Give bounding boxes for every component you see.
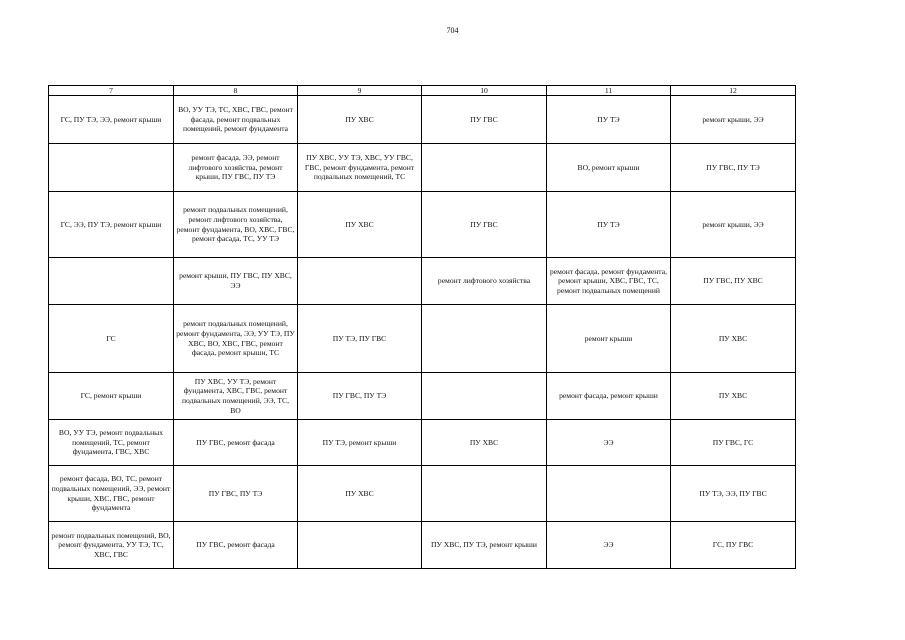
table-cell: ремонт подвальных помещений, ремонт лифтового хозяйства, ремонт фундамента, ВО, ХВС, ГВС, ремонт фасада, ТС, УУ ТЭ	[174, 192, 298, 258]
column-header: 11	[547, 86, 671, 96]
table-cell	[422, 466, 547, 522]
table-row	[49, 420, 796, 466]
table-cell: ПУ ХВС, ПУ ТЭ, ремонт крыши	[422, 522, 547, 569]
table-cell: ПУ ХВС, УУ ТЭ, ХВС, УУ ГВС, ГВС, ремонт фундамента, ремонт подвальных помещений, ТС	[298, 144, 422, 192]
table-cell: ПУ ХВС, УУ ТЭ, ремонт фундамента, ХВС, ГВС, ремонт подвальных помещений, ЭЭ, ТС, ВО	[174, 373, 298, 420]
table-row	[49, 466, 796, 522]
table-cell: ПУ ГВС, ПУ ТЭ	[174, 466, 298, 522]
table-row	[49, 144, 796, 192]
table-cell: ПУ ГВС	[422, 96, 547, 144]
table-cell: ВО, УУ ТЭ, ремонт подвальных помещений, ТС, ремонт фундамента, ГВС, ХВС	[49, 420, 174, 466]
table-cell: ремонт крыши, ЭЭ	[671, 96, 796, 144]
table-cell: ПУ ГВС, ПУ ХВС	[671, 258, 796, 305]
table-cell: ремонт лифтового хозяйства	[422, 258, 547, 305]
column-header: 7	[49, 86, 174, 96]
data-table	[48, 85, 796, 569]
table-cell: ПУ ХВС	[422, 420, 547, 466]
table-cell: ПУ ХВС	[298, 96, 422, 144]
table-cell	[422, 373, 547, 420]
table-cell: ремонт крыши	[547, 305, 671, 373]
column-header: 9	[298, 86, 422, 96]
table-cell: ЭЭ	[547, 420, 671, 466]
table-cell: ремонт крыши, ПУ ГВС, ПУ ХВС, ЭЭ	[174, 258, 298, 305]
table-row	[49, 373, 796, 420]
table-cell	[422, 144, 547, 192]
table-cell	[547, 466, 671, 522]
table-cell: ГС, ПУ ТЭ, ЭЭ, ремонт крыши	[49, 96, 174, 144]
table-cell: ремонт фасада, ВО, ТС, ремонт подвальных помещений, ЭЭ, ремонт крыши, ХВС, ГВС, ремонт фундамента	[49, 466, 174, 522]
page-number: 704	[446, 26, 459, 35]
table-cell: ремонт подвальных помещений, ВО, ремонт фундамента, УУ ТЭ, ТС, ХВС, ГВС	[49, 522, 174, 569]
table-cell: ПУ ХВС	[671, 373, 796, 420]
table-cell: ГС, ремонт крыши	[49, 373, 174, 420]
table-cell: ПУ ХВС	[671, 305, 796, 373]
table-cell: ВО, УУ ТЭ, ТС, ХВС, ГВС, ремонт фасада, ремонт подвальных помещений, ремонт фундамента	[174, 96, 298, 144]
table-row	[49, 192, 796, 258]
table-cell: ПУ ГВС, ПУ ТЭ	[298, 373, 422, 420]
table-cell: ПУ ГВС	[422, 192, 547, 258]
table-cell: ГС, ПУ ГВС	[671, 522, 796, 569]
table-cell: ПУ ТЭ, ремонт крыши	[298, 420, 422, 466]
table-row	[49, 522, 796, 569]
table-cell: ПУ ГВС, ремонт фасада	[174, 420, 298, 466]
table-cell: ГС, ЭЭ, ПУ ТЭ, ремонт крыши	[49, 192, 174, 258]
table-cell: ПУ ТЭ	[547, 96, 671, 144]
table-cell	[298, 522, 422, 569]
table-cell: ремонт фасада, ремонт фундамента, ремонт крыши, ХВС, ГВС, ТС, ремонт подвальных помещений	[547, 258, 671, 305]
table-cell: ПУ ГВС, ремонт фасада	[174, 522, 298, 569]
table-cell: ПУ ТЭ, ПУ ГВС	[298, 305, 422, 373]
table-cell: ремонт фасада, ремонт крыши	[547, 373, 671, 420]
table-cell: ЭЭ	[547, 522, 671, 569]
table-cell	[298, 258, 422, 305]
table-cell	[49, 144, 174, 192]
table-cell: ПУ ТЭ	[547, 192, 671, 258]
table-row	[49, 305, 796, 373]
table-cell	[49, 258, 174, 305]
table-row	[49, 96, 796, 144]
table-row	[49, 258, 796, 305]
table-cell: ремонт подвальных помещений, ремонт фундамента, ЭЭ, УУ ТЭ, ПУ ХВС, ВО, ХВС, ГВС, ремонт фасада, ремонт крыши, ТС	[174, 305, 298, 373]
column-header: 8	[174, 86, 298, 96]
table-cell: ПУ ГВС, ПУ ТЭ	[671, 144, 796, 192]
column-header: 12	[671, 86, 796, 96]
table-cell	[422, 305, 547, 373]
table-cell: ПУ ГВС, ГС	[671, 420, 796, 466]
table-cell: ПУ ХВС	[298, 192, 422, 258]
table-cell: ремонт фасада, ЭЭ, ремонт лифтового хозяйства, ремонт крыши, ПУ ГВС, ПУ ТЭ	[174, 144, 298, 192]
table-cell: ПУ ХВС	[298, 466, 422, 522]
table-header-row	[49, 86, 796, 96]
table-cell: ремонт крыши, ЭЭ	[671, 192, 796, 258]
table-cell: ГС	[49, 305, 174, 373]
table-cell: ВО, ремонт крыши	[547, 144, 671, 192]
column-header: 10	[422, 86, 547, 96]
table-cell: ПУ ТЭ, ЭЭ, ПУ ГВС	[671, 466, 796, 522]
